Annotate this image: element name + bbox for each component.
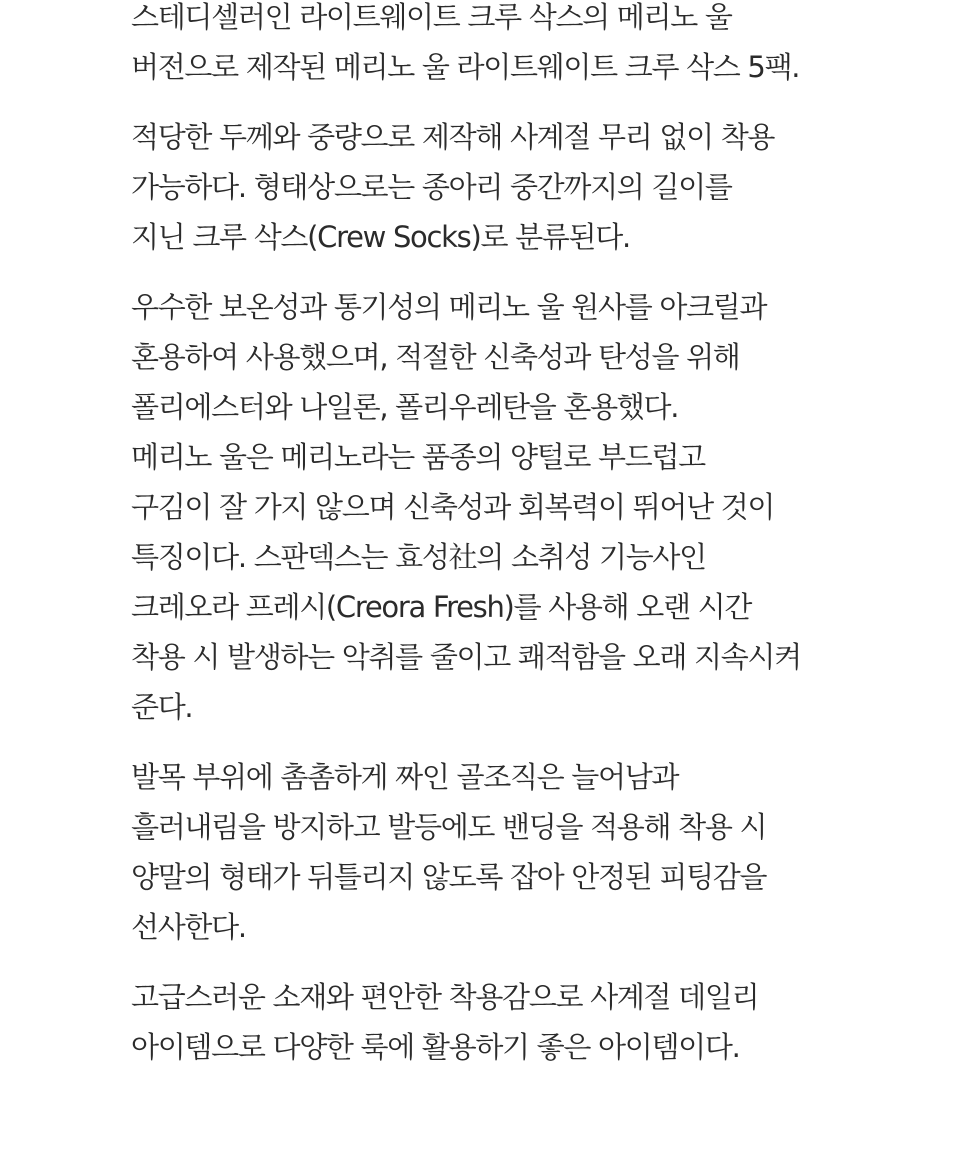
text-line: 크레오라 프레시(Creora Fresh)를 사용해 오랜 시간 [131,590,752,624]
text-line: 가능하다. 형태상으로는 종아리 중간까지의 길이를 [131,170,732,204]
text-line: 착용 시 발생하는 악취를 줄이고 쾌적함을 오래 지속시켜 [131,640,801,674]
text-line: 폴리에스터와 나일론, 폴리우레탄을 혼용했다. [131,390,679,424]
description-paragraph-fit [131,112,931,262]
text-line: 우수한 보온성과 통기성의 메리노 울 원사를 아크릴과 [131,290,767,324]
description-paragraph-intro [131,0,931,92]
text-line: 흘러내림을 방지하고 발등에도 밴딩을 적용해 착용 시 [131,810,767,844]
text-line: 특징이다. 스판덱스는 효성社의 소취성 기능사인 [131,540,706,574]
text-line: 선사한다. [131,910,246,944]
product-description [131,0,931,1072]
text-line: 발목 부위에 촘촘하게 짜인 골조직은 늘어남과 [131,760,679,794]
text-line: 스테디셀러인 라이트웨이트 크루 삭스의 메리노 울 [131,0,732,34]
description-paragraph-construction [131,752,931,952]
text-line: 준다. [131,690,193,724]
text-line: 버전으로 제작된 메리노 울 라이트웨이트 크루 삭스 5팩. [131,50,800,84]
text-line: 양말의 형태가 뒤틀리지 않도록 잡아 안정된 피팅감을 [131,860,767,894]
text-line: 아이템으로 다양한 룩에 활용하기 좋은 아이템이다. [131,1030,740,1064]
text-line: 메리노 울은 메리노라는 품종의 양털로 부드럽고 [131,440,705,474]
text-line: 적당한 두께와 중량으로 제작해 사계절 무리 없이 착용 [131,120,775,154]
text-line: 지닌 크루 삭스(Crew Socks)로 분류된다. [131,220,630,254]
text-line: 구김이 잘 가지 않으며 신축성과 회복력이 뛰어난 것이 [131,490,775,524]
description-paragraph-material [131,282,931,732]
description-paragraph-summary [131,972,931,1072]
text-line: 고급스러운 소재와 편안한 착용감으로 사계절 데일리 [131,980,759,1014]
text-line: 혼용하여 사용했으며, 적절한 신축성과 탄성을 위해 [131,340,740,374]
